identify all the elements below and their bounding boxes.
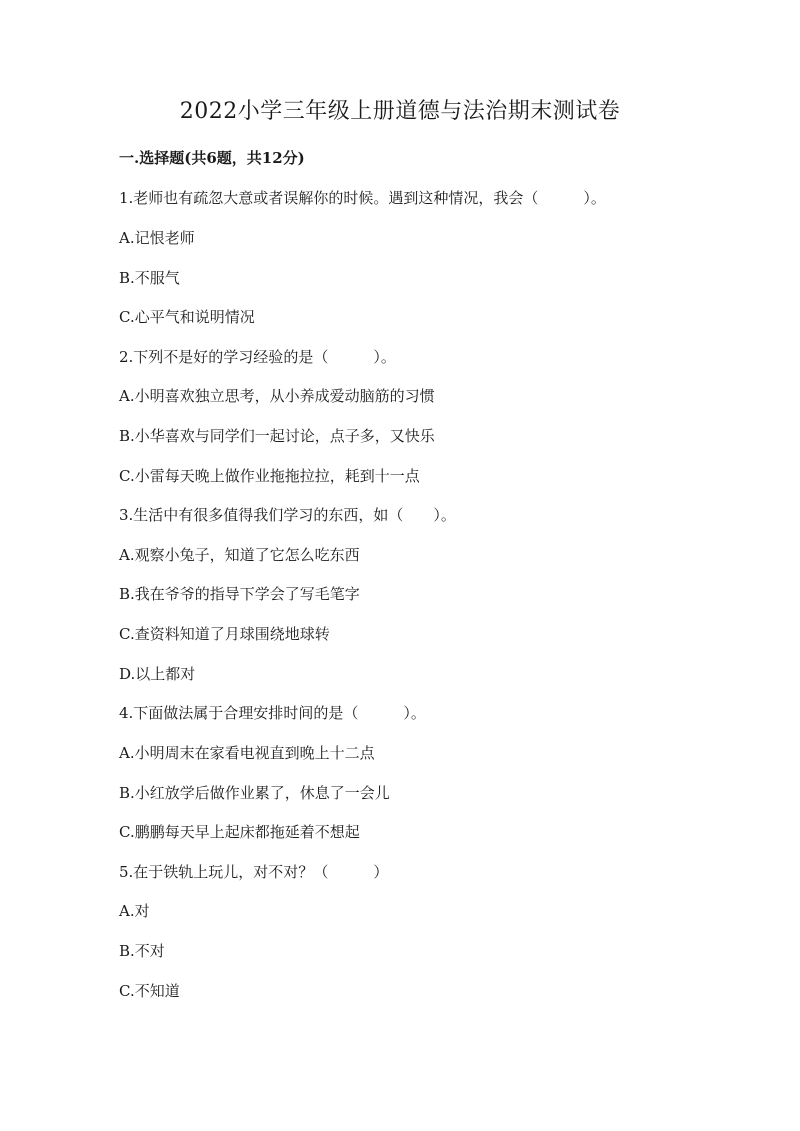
answer-option: B.不对 (119, 942, 165, 960)
answer-option: A.记恨老师 (119, 229, 195, 247)
answer-option: C.鹏鹏每天早上起床都拖延着不想起 (119, 823, 360, 841)
answer-option: C.心平气和说明情况 (119, 308, 255, 326)
answer-option: C.不知道 (119, 982, 180, 1000)
question-stem: 3.生活中有很多值得我们学习的东西，如（ ）。 (119, 506, 456, 524)
answer-option: A.观察小兔子，知道了它怎么吃东西 (119, 546, 360, 564)
answer-option: D.以上都对 (119, 665, 196, 683)
answer-option: A.小明喜欢独立思考，从小养成爱动脑筋的习惯 (119, 387, 435, 405)
answer-option: B.小红放学后做作业累了，休息了一会儿 (119, 784, 390, 802)
question-stem: 2.下列不是好的学习经验的是（ ）。 (119, 348, 396, 366)
answer-option: B.我在爷爷的指导下学会了写毛笔字 (119, 585, 360, 603)
answer-option: C.查资料知道了月球围绕地球转 (119, 625, 330, 643)
answer-option: A.对 (119, 902, 150, 920)
answer-option: B.小华喜欢与同学们一起讨论，点子多，又快乐 (119, 427, 435, 445)
answer-option: C.小雷每天晚上做作业拖拖拉拉，耗到十一点 (119, 467, 420, 485)
question-stem: 1.老师也有疏忽大意或者误解你的时候。遇到这种情况，我会（ ）。 (119, 189, 606, 207)
answer-option: A.小明周末在家看电视直到晚上十二点 (119, 744, 375, 762)
section-heading: 一.选择题(共6题，共12分) (119, 149, 305, 167)
page-title: 2022小学三年级上册道德与法治期末测试卷 (179, 99, 621, 124)
question-stem: 4.下面做法属于合理安排时间的是（ ）。 (119, 704, 426, 722)
question-stem: 5.在于铁轨上玩儿，对不对？（ ） (119, 863, 389, 881)
answer-option: B.不服气 (119, 269, 180, 287)
